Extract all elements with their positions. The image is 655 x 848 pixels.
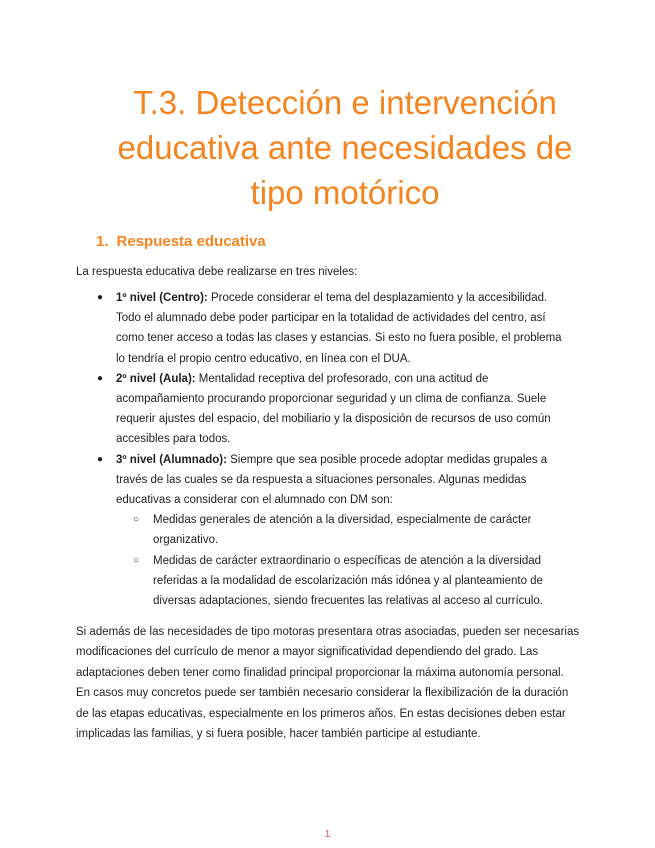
section-heading-text: Respuesta educativa [116, 233, 266, 250]
closing-paragraph: Si además de las necesidades de tipo motoras presentara otras asociadas, pueden ser necesarias modificaciones del currículo de menor a mayor significatividad dependiendo del grado. Las adaptaciones deben tener como finalidad principal proporcionar la máxima autonomía personal. En casos muy concretos puede ser también necesario considerar la flexibilización de la duración de las etapas educativas, especialmente en los primeros años. En estas decisiones deben estar implicadas las familias, y si fuera posible, hacer también participe al estudiante. [76, 626, 580, 741]
sub-list-item [133, 510, 563, 550]
sub-list-item [133, 551, 563, 612]
ring-bullet-icon: ○ [133, 554, 140, 566]
bullet-icon: ● [97, 453, 104, 465]
level-text: Procede considerar el tema del desplazamiento y la accesibilidad. Todo el alumnado debe poder participar en la totalidad de actividades del centro, así como tener acceso a todas las clases y estancias. Si esto no fuera posible, el problema lo tendría el propio centro educativo, en línea con el DUA. [116, 292, 562, 365]
section-heading [96, 232, 266, 252]
level-text: Mentalidad receptiva del profesorado, con una actitud de acompañamiento procurando proporcionar seguridad y un clima de confianza. Suele requerir ajustes del espacio, del mobiliario y la disposición de recursos de uso común accesibles para todos. [116, 372, 551, 446]
list-item [97, 369, 563, 450]
level-text: Siempre que sea posible procede adoptar medidas grupales a través de las cuales se da respuesta a situaciones personales. Algunas medidas educativas a considerar con el alumnado con DM son: [116, 453, 548, 507]
page-title: T.3. Detección e intervención educativa ante necesidades de tipo motórico [117, 84, 573, 211]
bullet-icon: ● [97, 292, 104, 303]
section-number: 1. [96, 233, 109, 250]
page-number: 1 [324, 829, 331, 840]
list-item [97, 288, 563, 369]
sub-item-text: Medidas de carácter extraordinario o específicas de atención a la diversidad referidas a la modalidad de escolarización más idónea y al planteamiento de diversas adaptaciones, siendo frecuentes las relativas al acceso al currículo. [153, 554, 543, 608]
intro-paragraph: La respuesta educativa debe realizarse en tres niveles: [76, 266, 358, 278]
measures-sublist [116, 510, 563, 611]
level-label: 2º nivel (Aula): [116, 372, 196, 385]
ring-bullet-icon: ○ [133, 514, 140, 526]
level-label: 3º nivel (Alumnado): [116, 453, 227, 466]
level-label: 1º nivel (Centro): [116, 292, 208, 304]
list-item [97, 450, 563, 612]
sub-item-text: Medidas generales de atención a la diversidad, especialmente de carácter organizativo. [153, 514, 532, 547]
bullet-icon: ● [97, 372, 104, 384]
levels-list [97, 288, 563, 611]
